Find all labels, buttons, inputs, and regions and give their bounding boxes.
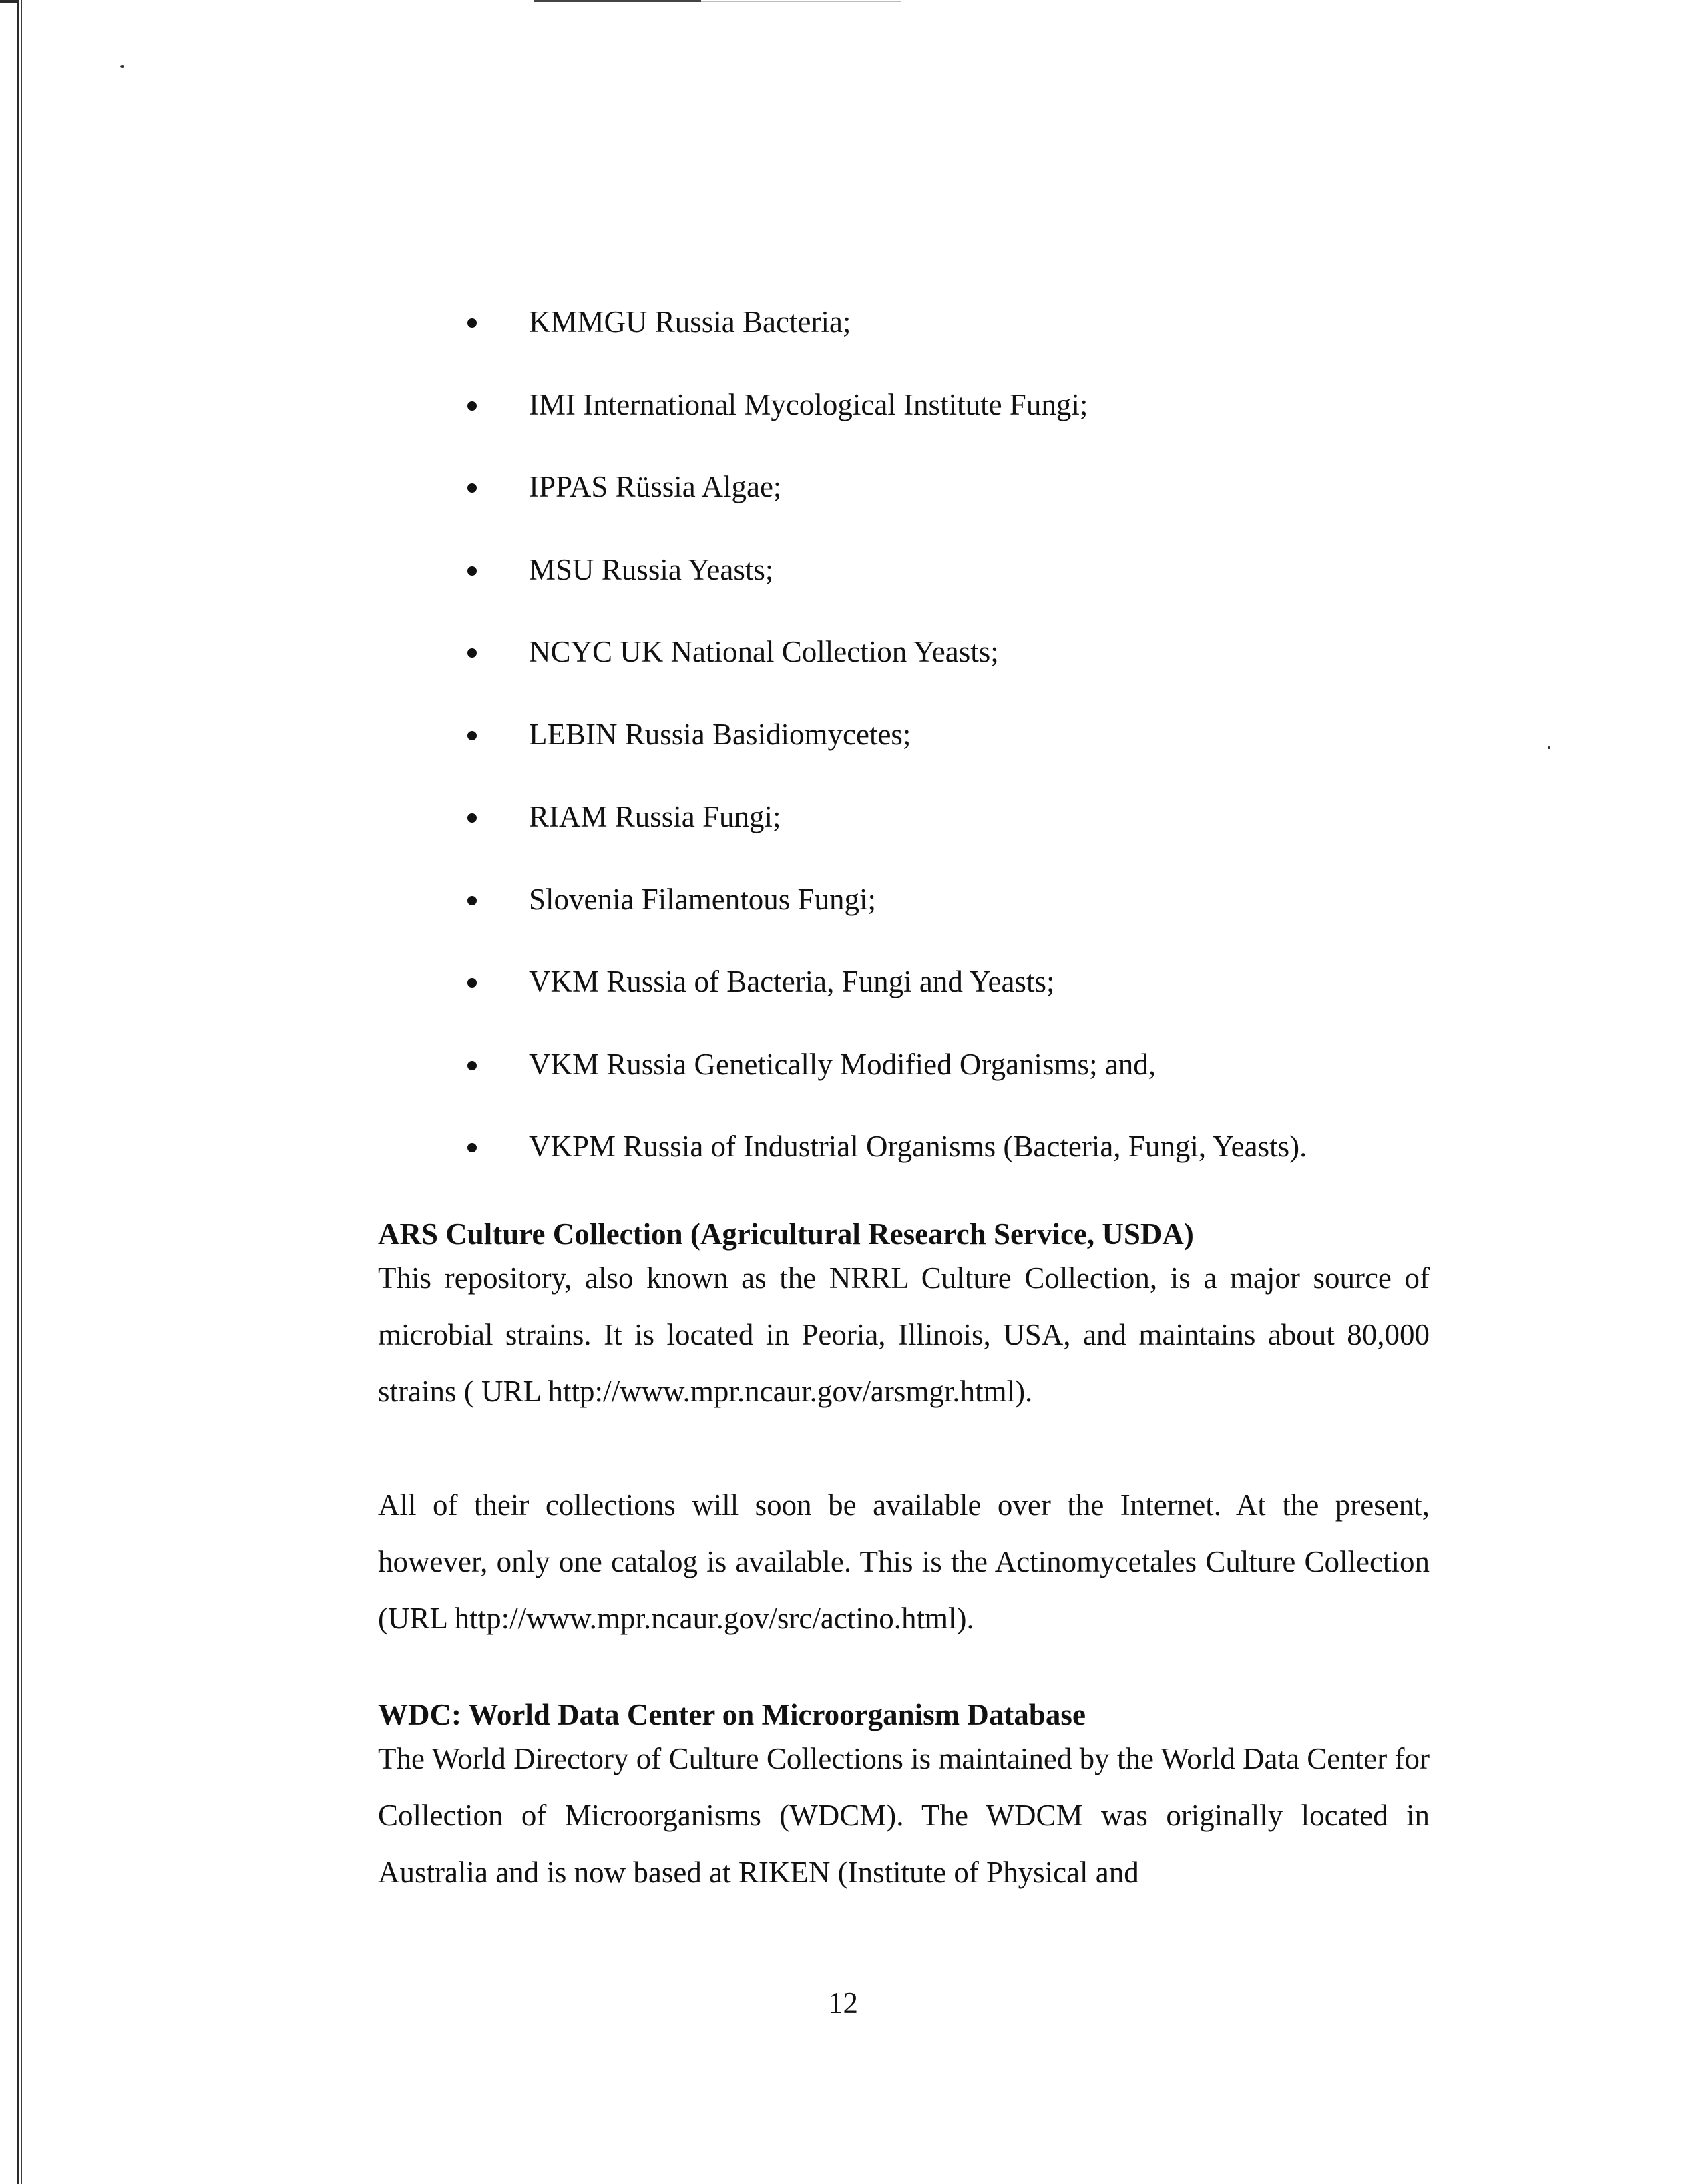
section-heading-wdc: WDC: World Data Center on Microorganism Database (378, 1698, 1086, 1731)
list-item-text: IPPAS Rüssia Algae; (529, 470, 782, 503)
list-item (467, 797, 1307, 879)
scan-edge-top-light (701, 1, 901, 2)
bullet-icon (467, 318, 477, 328)
scan-speck (120, 65, 124, 68)
list-item-text: VKM Russia of Bacteria, Fungi and Yeasts; (529, 965, 1055, 998)
bullet-icon (467, 566, 477, 576)
bullet-icon (467, 648, 477, 658)
scan-edge-top (534, 0, 701, 2)
list-item (467, 1126, 1307, 1209)
bullet-icon (467, 731, 477, 740)
list-item (467, 961, 1307, 1044)
bullet-icon (467, 978, 477, 988)
page-number: 12 (828, 1986, 858, 2020)
paragraph-ars-collections: All of their collections will soon be available over the Internet. At the present, however, only one catalog is available. This is the Actinomycetales Culture Collection (URL http://www.mpr.ncaur.gov/src/actino.html). (378, 1488, 1430, 1635)
list-item (467, 302, 1307, 385)
bullet-icon (467, 896, 477, 905)
bullet-icon (467, 401, 477, 411)
paragraph-ars-repository: This repository, also known as the NRRL Culture Collection, is a major source of microbial strains. It is located in Peoria, Illinois, USA, and maintains about 80,000 strains ( URL http://www.mpr.ncaur.gov/arsmgr.html). (378, 1261, 1430, 1408)
list-item (467, 467, 1307, 550)
list-item-text: VKPM Russia of Industrial Organisms (Bacteria, Fungi, Yeasts). (529, 1130, 1307, 1163)
list-item (467, 550, 1307, 632)
bullet-icon (467, 483, 477, 493)
list-item-text: KMMGU Russia Bacteria; (529, 305, 851, 339)
paragraph-wdc-directory: The World Directory of Culture Collections is maintained by the World Data Center for Collection of Microorganisms (WDCM). The WDCM was originally located in Australia and is now based at RIKEN (Institute of Physical and (378, 1742, 1430, 1889)
list-item (467, 714, 1307, 797)
collection-bullet-list (467, 302, 1307, 1209)
list-item (467, 385, 1307, 467)
list-item-text: LEBIN Russia Basidiomycetes; (529, 717, 911, 751)
bullet-icon (467, 813, 477, 823)
list-item (467, 1044, 1307, 1127)
list-item-text: Slovenia Filamentous Fungi; (529, 882, 877, 916)
scan-speck (1548, 746, 1550, 749)
list-item-text: VKM Russia Genetically Modified Organisms; and, (529, 1047, 1156, 1081)
list-item (467, 879, 1307, 962)
list-item-text: MSU Russia Yeasts; (529, 552, 774, 586)
bullet-icon (467, 1061, 477, 1070)
list-item-text: IMI International Mycological Institute Fungi; (529, 387, 1088, 421)
section-heading-ars: ARS Culture Collection (Agricultural Research Service, USDA) (378, 1217, 1194, 1251)
list-item-text: NCYC UK National Collection Yeasts; (529, 635, 999, 668)
list-item-text: RIAM Russia Fungi; (529, 800, 781, 833)
scan-edge-left (17, 0, 23, 2184)
list-item (467, 632, 1307, 714)
bullet-icon (467, 1143, 477, 1152)
